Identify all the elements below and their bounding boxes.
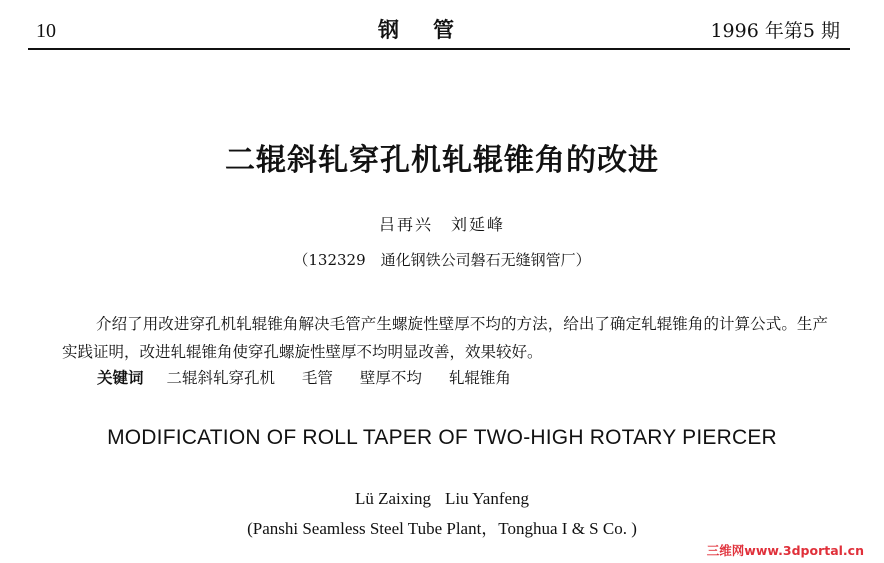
site-watermark: 三维网www.3dportal.cn [706, 543, 864, 558]
keyword-item: 轧辊锥角 [448, 369, 511, 387]
header-rule [28, 48, 850, 50]
authors-zh: 吕再兴 刘延峰 [378, 215, 505, 234]
keywords-label: 关键词 [97, 369, 144, 387]
affiliation-zh: （132329 通化钢铁公司磐石无缝钢管厂） [293, 251, 591, 269]
article-title-en: MODIFICATION OF ROLL TAPER OF TWO-HIGH ROTARY PIERCER [107, 426, 777, 449]
author-name-en: Lü Zaixing [354, 489, 431, 508]
affiliation-en: (Panshi Seamless Steel Tube Plant，Tonghua I & S Co. ) [247, 519, 637, 538]
author-name-en: Liu Yanfeng [444, 489, 530, 508]
keyword-item: 毛管 [301, 369, 333, 387]
keywords-zh [97, 367, 533, 389]
page-header [0, 0, 884, 50]
keyword-item: 二辊斜轧穿孔机 [166, 369, 275, 387]
authors-en [0, 488, 884, 510]
journal-name: 钢管 [378, 18, 488, 42]
issue-info: 1996 年第5 期 [710, 20, 840, 42]
page-number: 10 [36, 20, 56, 42]
keyword-item: 壁厚不均 [359, 369, 422, 387]
article-title-zh: 二辊斜轧穿孔机轧辊锥角的改进 [225, 143, 659, 178]
abstract-zh: 介绍了用改进穿孔机轧辊锥角解决毛管产生螺旋性壁厚不均的方法，给出了确定轧辊锥角的计算公式。生产实践证明，改进轧辊锥角使穿孔螺旋性壁厚不均明显改善，效果较好。 [62, 315, 828, 361]
